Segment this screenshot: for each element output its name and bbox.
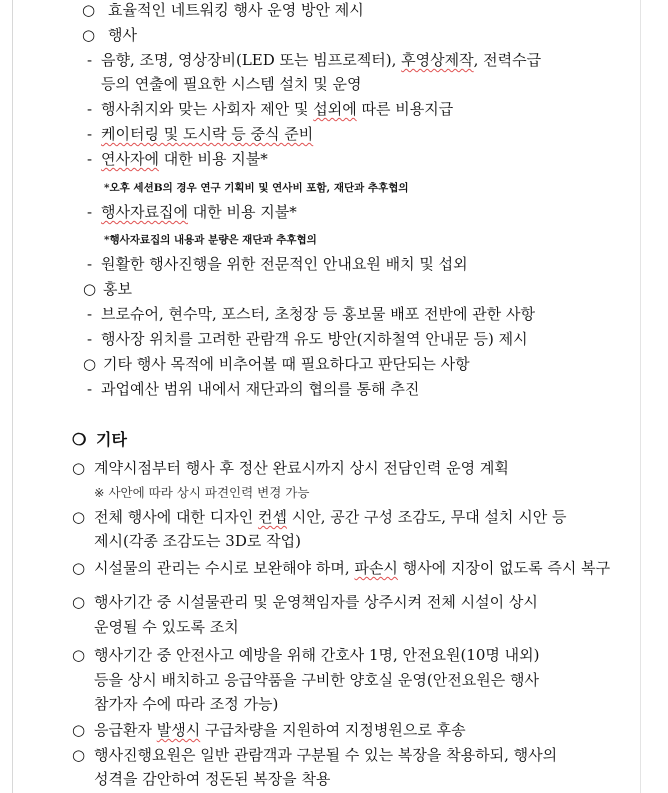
subitem-visitor-guidance: - 행사장 위치를 고려한 관람객 유도 방안(지하철역 안내문 등) 제시: [87, 330, 528, 348]
circle-bullet-icon: ○: [72, 508, 86, 526]
subitem-catering: [87, 125, 313, 143]
item-manager: ○ 행사기간 중 시설물관리 및 운영책임자를 상주시켜 전체 시설이 상시: [72, 593, 538, 611]
item-staffing: ○ 계약시점부터 행사 후 정산 완료시까지 상시 전담인력 운영 계획: [72, 459, 509, 477]
item-uniform-continued: 성격을 감안하여 정돈된 복장을 착용: [94, 770, 331, 788]
item-promotion: ○ 홍보: [83, 280, 132, 298]
subitem-brochure: - 브로슈어, 현수막, 포스터, 초청장 등 홍보물 배포 전반에 관한 사항: [87, 305, 535, 323]
dash-bullet-icon: -: [87, 330, 93, 348]
item-manager-continued: 운영될 수 있도록 조치: [94, 618, 239, 636]
spellcheck-word: 후영상제작: [401, 51, 474, 69]
dash-bullet-icon: -: [87, 380, 93, 398]
subitem-equipment: - 음향, 조명, 영상장비(LED 또는 빔프로젝터), 후영상제작, 전력수급: [87, 51, 542, 69]
item-uniform: ○ 행사진행요원은 일반 관람객과 구분될 수 있는 복장을 착용하되, 행사의: [72, 746, 558, 764]
dash-bullet-icon: -: [87, 150, 93, 168]
dash-bullet-icon: -: [87, 125, 93, 143]
spellcheck-word: 발생시: [156, 721, 201, 739]
circle-bullet-icon: ○: [72, 459, 86, 477]
item-event: [82, 26, 137, 44]
spellcheck-word: 행사자료집에: [101, 203, 188, 221]
item-design: ○ 전체 행사에 대한 디자인 컨셉 시안, 공간 구성 조감도, 무대 설치 시안 등: [72, 508, 567, 526]
spellcheck-word: 컨셉: [257, 508, 287, 526]
circle-bullet-icon: ○: [72, 721, 86, 739]
footnote-session-b: *오후 세션B의 경우 연구 기획비 및 연사비 포함, 재단과 추후협의: [104, 182, 409, 194]
circle-bullet-icon: ○: [82, 1, 96, 19]
subitem-booklet-fee: - 행사자료집에 대한 비용 지불*: [87, 203, 297, 221]
dash-bullet-icon: -: [87, 203, 93, 221]
subitem-host: - 행사취지와 맞는 사회자 제안 및 섭외에 따른 비용지급: [87, 100, 454, 118]
subitem-speaker-fee: - 연사자에 대한 비용 지불*: [87, 150, 268, 168]
dash-bullet-icon: -: [87, 100, 93, 118]
dash-bullet-icon: -: [87, 305, 93, 323]
circle-bullet-icon: ○: [72, 746, 86, 764]
spellcheck-word: 연사자에: [101, 150, 159, 168]
item-text: 효율적인 네트워킹 행사 운영 방안 제시: [108, 1, 364, 19]
circle-bullet-icon: ○: [72, 646, 86, 664]
section-heading-other: ❍ 기타: [72, 430, 127, 449]
subitem-guides: - 원활한 행사진행을 위한 전문적인 안내요원 배치 및 섭외: [87, 255, 468, 273]
item-emergency: ○ 응급환자 발생시 구급차량을 지원하여 지정병원으로 후송: [72, 721, 466, 739]
circle-bullet-icon: ○: [72, 593, 86, 611]
item-design-continued: 제시(각종 조감도는 3D로 작업): [94, 532, 301, 550]
subitem-equipment-continued: 등의 연출에 필요한 시스템 설치 및 운영: [101, 75, 362, 93]
circle-bullet-icon: ○: [82, 26, 96, 44]
circle-bullet-icon: ○: [83, 280, 97, 298]
left-page-edge: [12, 0, 13, 793]
spellcheck-word: 파손시: [354, 559, 398, 577]
circle-bullet-icon: ❍: [72, 430, 87, 449]
item-networking: [82, 1, 364, 19]
item-safety: ○ 행사기간 중 안전사고 예방을 위해 간호사 1명, 안전요원(10명 내외): [72, 646, 540, 664]
dash-bullet-icon: -: [87, 51, 93, 69]
item-safety-continued-1: 등을 상시 배치하고 응급약품을 구비한 양호실 운영(안전요원은 행사: [94, 671, 539, 689]
item-misc-necessary: ○ 기타 행사 목적에 비추어볼 때 필요하다고 판단되는 사항: [83, 355, 470, 373]
circle-bullet-icon: ○: [83, 355, 97, 373]
subitem-budget: - 과업예산 범위 내에서 재단과의 협의를 통해 추진: [87, 380, 420, 398]
item-text: 행사: [108, 26, 137, 44]
item-facilities: ○ 시설물의 관리는 수시로 보완해야 하며, 파손시 행사에 지장이 없도록 즉시 복구: [72, 559, 611, 577]
item-safety-continued-2: 참가자 수에 따라 조정 가능): [94, 695, 279, 713]
footnote-booklet: *행사자료집의 내용과 분량은 재단과 추후협의: [104, 234, 317, 246]
dash-bullet-icon: -: [87, 255, 93, 273]
circle-bullet-icon: ○: [72, 559, 86, 577]
item-text: 케이터링 및 도시락 등 중식 준비: [101, 125, 314, 143]
note-staffing: ※ 사안에 따라 상시 파견인력 변경 가능: [94, 485, 310, 500]
right-page-edge: [640, 0, 641, 793]
spellcheck-word: 섭외에: [313, 100, 357, 118]
